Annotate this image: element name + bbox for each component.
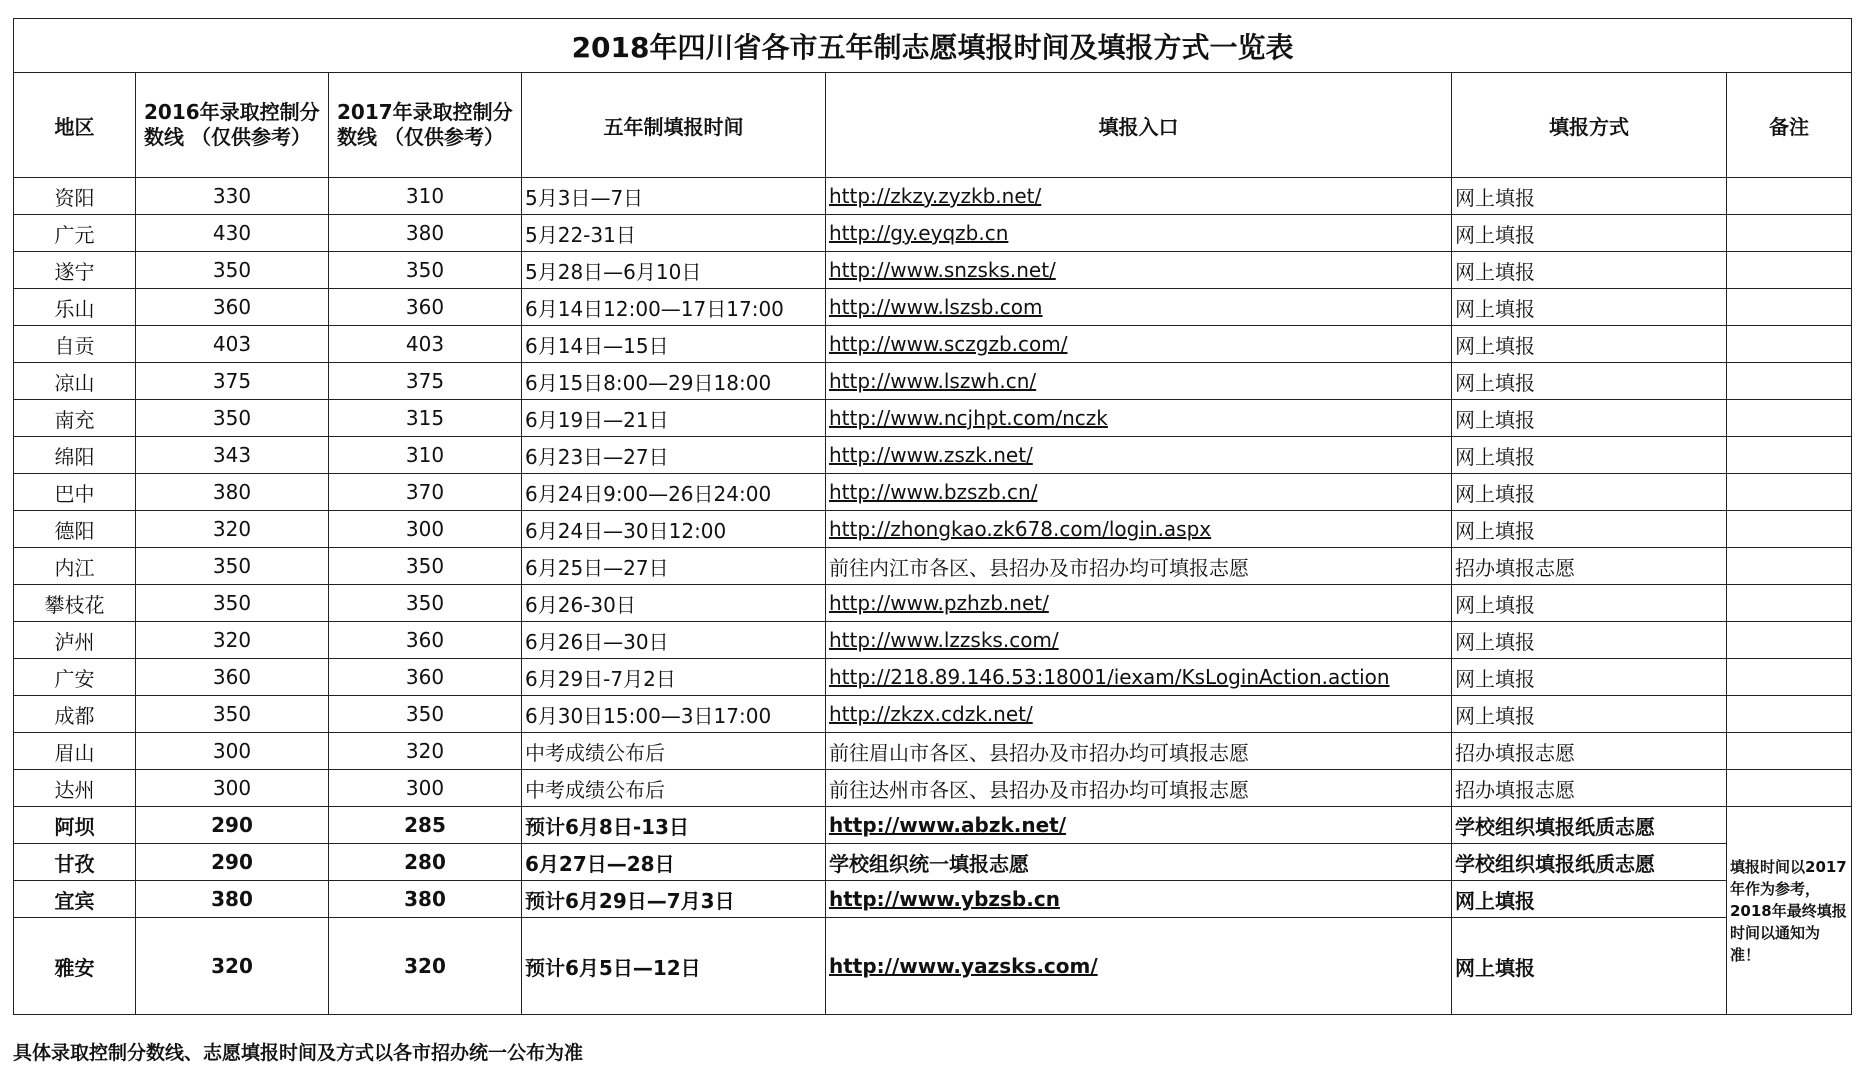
header-entry: 填报入口	[826, 73, 1452, 178]
table-row	[14, 437, 1852, 474]
score-2016-cell: 290	[136, 844, 329, 881]
entry-link[interactable]: http://www.ncjhpt.com/nczk	[829, 406, 1108, 430]
remark-cell	[1727, 696, 1852, 733]
score-2017-cell: 360	[329, 622, 522, 659]
entry-cell	[826, 289, 1452, 326]
table-row	[14, 326, 1852, 363]
entry-cell: 学校组织统一填报志愿	[826, 844, 1452, 881]
table-row	[14, 178, 1852, 215]
time-cell: 6月26-30日	[522, 585, 826, 622]
table-row	[14, 696, 1852, 733]
remark-cell	[1727, 622, 1852, 659]
score-2016-cell: 350	[136, 585, 329, 622]
entry-link[interactable]: http://www.snzsks.net/	[829, 258, 1056, 282]
entry-cell	[826, 881, 1452, 918]
entry-cell	[826, 326, 1452, 363]
score-2017-cell: 350	[329, 548, 522, 585]
table-row	[14, 400, 1852, 437]
region-cell: 广安	[14, 659, 136, 696]
entry-link[interactable]: http://zkzy.zyzkb.net/	[829, 184, 1042, 208]
table-row	[14, 733, 1852, 770]
score-2016-cell: 320	[136, 511, 329, 548]
score-2016-cell: 300	[136, 733, 329, 770]
header-time: 五年制填报时间	[522, 73, 826, 178]
entry-link[interactable]: http://www.lszsb.com	[829, 295, 1043, 319]
region-cell: 遂宁	[14, 252, 136, 289]
remark-cell	[1727, 363, 1852, 400]
score-2016-cell: 320	[136, 622, 329, 659]
entry-cell	[826, 622, 1452, 659]
time-cell: 预计6月5日—12日	[522, 918, 826, 1015]
footer-note: 具体录取控制分数线、志愿填报时间及方式以各市招办统一公布为准	[13, 1042, 584, 1064]
admission-table	[13, 18, 1852, 1015]
region-cell: 达州	[14, 770, 136, 807]
region-cell: 南充	[14, 400, 136, 437]
remark-cell	[1727, 326, 1852, 363]
score-2017-cell: 403	[329, 326, 522, 363]
entry-cell: 前往内江市各区、县招办及市招办均可填报志愿	[826, 548, 1452, 585]
entry-cell	[826, 659, 1452, 696]
method-cell: 网上填报	[1452, 511, 1727, 548]
method-cell: 网上填报	[1452, 215, 1727, 252]
score-2016-cell: 380	[136, 881, 329, 918]
method-cell: 网上填报	[1452, 326, 1727, 363]
header-score-2016: 2016年录取控制分数线 （仅供参考）	[136, 73, 329, 178]
score-2017-cell: 375	[329, 363, 522, 400]
method-cell: 网上填报	[1452, 437, 1727, 474]
score-2017-cell: 310	[329, 437, 522, 474]
score-2017-cell: 320	[329, 733, 522, 770]
score-2016-cell: 360	[136, 289, 329, 326]
score-2016-cell: 403	[136, 326, 329, 363]
time-cell: 6月24日9:00—26日24:00	[522, 474, 826, 511]
entry-link[interactable]: http://zkzx.cdzk.net/	[829, 702, 1033, 726]
table-row	[14, 548, 1852, 585]
region-cell: 雅安	[14, 918, 136, 1015]
region-cell: 乐山	[14, 289, 136, 326]
entry-link[interactable]: http://www.lszwh.cn/	[829, 369, 1037, 393]
method-cell: 网上填报	[1452, 289, 1727, 326]
method-cell: 学校组织填报纸质志愿	[1452, 807, 1727, 844]
entry-cell	[826, 585, 1452, 622]
score-2016-cell: 350	[136, 696, 329, 733]
region-cell: 广元	[14, 215, 136, 252]
remark-cell	[1727, 659, 1852, 696]
method-cell: 网上填报	[1452, 881, 1727, 918]
header-score-2017: 2017年录取控制分数线 （仅供参考）	[329, 73, 522, 178]
score-2016-cell: 343	[136, 437, 329, 474]
score-2017-cell: 380	[329, 215, 522, 252]
region-cell: 绵阳	[14, 437, 136, 474]
score-2016-cell: 430	[136, 215, 329, 252]
region-cell: 宜宾	[14, 881, 136, 918]
score-2017-cell: 310	[329, 178, 522, 215]
entry-cell	[826, 918, 1452, 1015]
entry-cell	[826, 178, 1452, 215]
table-row	[14, 622, 1852, 659]
remark-cell	[1727, 585, 1852, 622]
header-region: 地区	[14, 73, 136, 178]
table-row	[14, 289, 1852, 326]
time-cell: 中考成绩公布后	[522, 733, 826, 770]
score-2017-cell: 285	[329, 807, 522, 844]
entry-cell	[826, 474, 1452, 511]
time-cell: 预计6月29日—7月3日	[522, 881, 826, 918]
time-cell: 预计6月8日-13日	[522, 807, 826, 844]
score-2017-cell: 380	[329, 881, 522, 918]
region-cell: 眉山	[14, 733, 136, 770]
entry-link[interactable]: http://www.abzk.net/	[829, 813, 1067, 837]
score-2017-cell: 370	[329, 474, 522, 511]
table-row	[14, 844, 1852, 881]
remark-note: 填报时间以2017年作为参考，2018年最终填报时间以通知为准！	[1727, 807, 1852, 1015]
time-cell: 6月30日15:00—3日17:00	[522, 696, 826, 733]
score-2016-cell: 290	[136, 807, 329, 844]
score-2016-cell: 360	[136, 659, 329, 696]
score-2017-cell: 350	[329, 585, 522, 622]
score-2017-cell: 360	[329, 659, 522, 696]
score-2017-cell: 350	[329, 696, 522, 733]
score-2017-cell: 320	[329, 918, 522, 1015]
score-2016-cell: 300	[136, 770, 329, 807]
method-cell: 网上填报	[1452, 178, 1727, 215]
time-cell: 5月28日—6月10日	[522, 252, 826, 289]
score-2017-cell: 300	[329, 511, 522, 548]
remark-cell	[1727, 548, 1852, 585]
method-cell: 网上填报	[1452, 622, 1727, 659]
remark-cell	[1727, 733, 1852, 770]
remark-cell	[1727, 770, 1852, 807]
entry-link[interactable]: http://www.bzszb.cn/	[829, 480, 1038, 504]
method-cell: 网上填报	[1452, 918, 1727, 1015]
time-cell: 5月3日—7日	[522, 178, 826, 215]
method-cell: 招办填报志愿	[1452, 733, 1727, 770]
entry-cell	[826, 252, 1452, 289]
table-row	[14, 511, 1852, 548]
table-row	[14, 881, 1852, 918]
region-cell: 凉山	[14, 363, 136, 400]
time-cell: 中考成绩公布后	[522, 770, 826, 807]
entry-link[interactable]: http://www.pzhzb.net/	[829, 591, 1049, 615]
time-cell: 6月23日—27日	[522, 437, 826, 474]
time-cell: 6月29日-7月2日	[522, 659, 826, 696]
remark-cell	[1727, 511, 1852, 548]
entry-link[interactable]: http://www.sczgzb.com/	[829, 332, 1068, 356]
score-2017-cell: 360	[329, 289, 522, 326]
method-cell: 网上填报	[1452, 659, 1727, 696]
time-cell: 6月14日—15日	[522, 326, 826, 363]
entry-link[interactable]: http://zhongkao.zk678.com/login.aspx	[829, 517, 1212, 541]
table-row	[14, 659, 1852, 696]
score-2017-cell: 315	[329, 400, 522, 437]
time-cell: 6月14日12:00—17日17:00	[522, 289, 826, 326]
score-2016-cell: 380	[136, 474, 329, 511]
remark-cell	[1727, 474, 1852, 511]
score-2017-cell: 350	[329, 252, 522, 289]
entry-link[interactable]: http://gy.eyqzb.cn	[829, 221, 1009, 245]
region-cell: 德阳	[14, 511, 136, 548]
entry-link[interactable]: http://218.89.146.53:18001/iexam/KsLoginAction.action	[829, 665, 1390, 689]
method-cell: 网上填报	[1452, 252, 1727, 289]
region-cell: 内江	[14, 548, 136, 585]
time-cell: 6月25日—27日	[522, 548, 826, 585]
entry-link[interactable]: http://www.zszk.net/	[829, 443, 1033, 467]
time-cell: 6月27日—28日	[522, 844, 826, 881]
header-row	[14, 73, 1852, 178]
region-cell: 巴中	[14, 474, 136, 511]
entry-cell: 前往眉山市各区、县招办及市招办均可填报志愿	[826, 733, 1452, 770]
entry-cell	[826, 807, 1452, 844]
entry-cell	[826, 215, 1452, 252]
entry-cell	[826, 437, 1452, 474]
remark-cell	[1727, 289, 1852, 326]
time-cell: 6月26日—30日	[522, 622, 826, 659]
method-cell: 网上填报	[1452, 585, 1727, 622]
region-cell: 泸州	[14, 622, 136, 659]
header-method: 填报方式	[1452, 73, 1727, 178]
table-row	[14, 585, 1852, 622]
score-2016-cell: 350	[136, 400, 329, 437]
entry-cell	[826, 400, 1452, 437]
entry-link[interactable]: http://www.lzzsks.com/	[829, 628, 1059, 652]
table-row	[14, 918, 1852, 1015]
entry-cell	[826, 696, 1452, 733]
method-cell: 学校组织填报纸质志愿	[1452, 844, 1727, 881]
remark-cell	[1727, 252, 1852, 289]
entry-link[interactable]: http://www.ybzsb.cn	[829, 887, 1060, 911]
method-cell: 招办填报志愿	[1452, 770, 1727, 807]
score-2016-cell: 320	[136, 918, 329, 1015]
remark-cell	[1727, 178, 1852, 215]
score-2016-cell: 330	[136, 178, 329, 215]
entry-cell: 前往达州市各区、县招办及市招办均可填报志愿	[826, 770, 1452, 807]
remark-cell	[1727, 215, 1852, 252]
method-cell: 网上填报	[1452, 696, 1727, 733]
region-cell: 资阳	[14, 178, 136, 215]
score-2016-cell: 350	[136, 548, 329, 585]
method-cell: 网上填报	[1452, 474, 1727, 511]
table-row	[14, 770, 1852, 807]
remark-cell	[1727, 400, 1852, 437]
time-cell: 6月24日—30日12:00	[522, 511, 826, 548]
time-cell: 6月19日—21日	[522, 400, 826, 437]
remark-cell	[1727, 437, 1852, 474]
table-row	[14, 215, 1852, 252]
region-cell: 阿坝	[14, 807, 136, 844]
region-cell: 自贡	[14, 326, 136, 363]
entry-cell	[826, 511, 1452, 548]
region-cell: 甘孜	[14, 844, 136, 881]
method-cell: 招办填报志愿	[1452, 548, 1727, 585]
entry-link[interactable]: http://www.yazsks.com/	[829, 954, 1098, 978]
method-cell: 网上填报	[1452, 400, 1727, 437]
table-row	[14, 252, 1852, 289]
table-body	[14, 178, 1852, 1015]
score-2016-cell: 350	[136, 252, 329, 289]
table-row	[14, 363, 1852, 400]
entry-cell	[826, 363, 1452, 400]
table-row	[14, 807, 1852, 844]
table-title: 2018年四川省各市五年制志愿填报时间及填报方式一览表	[14, 19, 1852, 73]
score-2017-cell: 280	[329, 844, 522, 881]
table-row	[14, 474, 1852, 511]
region-cell: 攀枝花	[14, 585, 136, 622]
time-cell: 5月22-31日	[522, 215, 826, 252]
method-cell: 网上填报	[1452, 363, 1727, 400]
score-2016-cell: 375	[136, 363, 329, 400]
time-cell: 6月15日8:00—29日18:00	[522, 363, 826, 400]
header-remark: 备注	[1727, 73, 1852, 178]
score-2017-cell: 300	[329, 770, 522, 807]
region-cell: 成都	[14, 696, 136, 733]
